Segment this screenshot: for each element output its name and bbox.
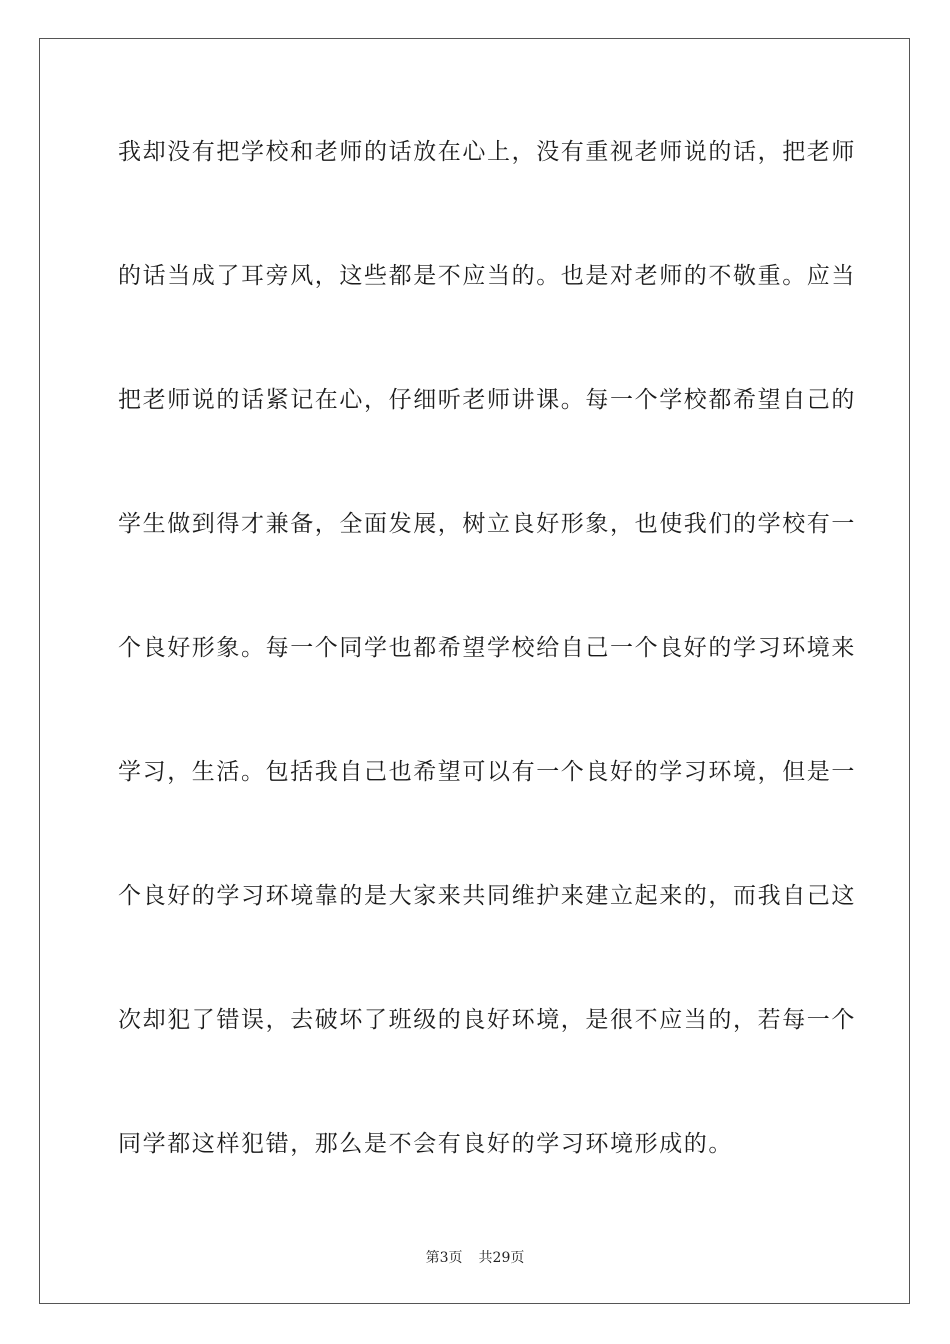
text-line: 学习，生活。包括我自己也希望可以有一个良好的学习环境，但是一 bbox=[118, 759, 856, 785]
total-pages: 共29页 bbox=[478, 1250, 525, 1266]
page-footer bbox=[0, 1248, 950, 1268]
text-line: 把老师说的话紧记在心，仔细听老师讲课。每一个学校都希望自己的 bbox=[118, 387, 856, 413]
page-number: 第3页 bbox=[425, 1250, 463, 1266]
text-line: 我却没有把学校和老师的话放在心上，没有重视老师说的话，把老师 bbox=[118, 139, 856, 165]
text-line: 同学都这样犯错，那么是不会有良好的学习环境形成的。 bbox=[118, 1131, 733, 1157]
document-body bbox=[118, 124, 856, 1240]
text-line: 的话当成了耳旁风，这些都是不应当的。也是对老师的不敬重。应当 bbox=[118, 263, 856, 289]
text-line: 个良好形象。每一个同学也都希望学校给自己一个良好的学习环境来 bbox=[118, 635, 856, 661]
text-line: 次却犯了错误，去破坏了班级的良好环境，是很不应当的，若每一个 bbox=[118, 1007, 856, 1033]
text-line: 个良好的学习环境靠的是大家来共同维护来建立起来的，而我自己这 bbox=[118, 883, 856, 909]
text-line: 学生做到得才兼备，全面发展，树立良好形象，也使我们的学校有一 bbox=[118, 511, 856, 537]
